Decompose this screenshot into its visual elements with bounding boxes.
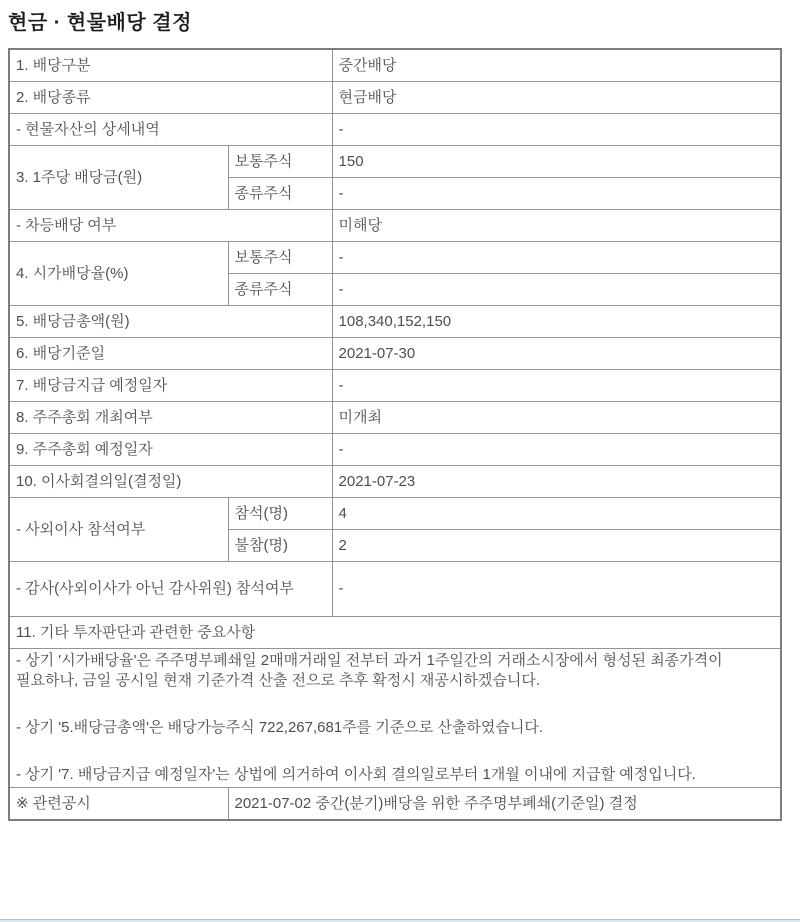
row-board-resolution-date [9, 466, 781, 498]
row-dividend-per-share-common [9, 146, 781, 178]
label-outside-directors-attendance: - 사외이사 참석여부 [9, 498, 228, 562]
sublabel-class-stock: 종류주식 [228, 274, 332, 306]
value-yield-class: - [332, 274, 781, 306]
note-payment-plan: - 상기 '7. 배당금지급 예정일자'는 상법에 의거하여 이사회 결의일로부터 1개월 이내에 지급할 예정입니다. [16, 766, 696, 783]
value-dps-common: 150 [332, 146, 781, 178]
label-dividend-per-share: 3. 1주당 배당금(원) [9, 146, 228, 210]
row-total-dividend-amount [9, 306, 781, 338]
label-dividend-kind: 2. 배당종류 [9, 82, 332, 114]
row-dividend-kind [9, 82, 781, 114]
label-dividend-class: 1. 배당구분 [9, 49, 332, 82]
row-inkind-asset-detail [9, 114, 781, 146]
row-dividend-class [9, 49, 781, 82]
row-shareholder-meeting-date [9, 434, 781, 466]
value-absent-count: 2 [332, 530, 781, 562]
label-auditor-attendance: - 감사(사외이사가 아닌 감사위원) 참석여부 [9, 562, 332, 617]
value-board-resolution-date: 2021-07-23 [332, 466, 781, 498]
page-title: 현금 · 현물배당 결정 [8, 12, 192, 34]
disclosure-page [0, 6, 800, 922]
value-shareholder-meeting-date: - [332, 434, 781, 466]
value-inkind-asset-detail: - [332, 114, 781, 146]
row-related-disclosure [9, 788, 781, 821]
row-differential-dividend [9, 210, 781, 242]
sublabel-common-stock: 보통주식 [228, 242, 332, 274]
value-dps-class: - [332, 178, 781, 210]
value-yield-common: - [332, 242, 781, 274]
value-related-disclosure: 2021-07-02 중간(분기)배당을 위한 주주명부폐쇄(기준일) 결정 [228, 788, 781, 821]
row-outside-directors-present [9, 498, 781, 530]
label-inkind-asset-detail: - 현물자산의 상세내역 [9, 114, 332, 146]
label-record-date: 6. 배당기준일 [9, 338, 332, 370]
label-market-yield: 4. 시가배당율(%) [9, 242, 228, 306]
label-payment-date: 7. 배당금지급 예정일자 [9, 370, 332, 402]
sublabel-common-stock: 보통주식 [228, 146, 332, 178]
row-shareholder-meeting-held [9, 402, 781, 434]
sublabel-class-stock: 종류주식 [228, 178, 332, 210]
row-other-important-matters-header [9, 617, 781, 649]
label-other-important-matters: 11. 기타 투자판단과 관련한 중요사항 [9, 617, 781, 649]
label-total-dividend-amount: 5. 배당금총액(원) [9, 306, 332, 338]
value-auditor-attendance: - [332, 562, 781, 617]
value-record-date: 2021-07-30 [332, 338, 781, 370]
row-market-yield-common [9, 242, 781, 274]
row-payment-date [9, 370, 781, 402]
row-record-date [9, 338, 781, 370]
row-auditor-attendance [9, 562, 781, 617]
value-dividend-class: 중간배당 [332, 49, 781, 82]
value-differential-dividend: 미해당 [332, 210, 781, 242]
value-payment-date: - [332, 370, 781, 402]
row-notes [9, 649, 781, 788]
note-total-amount-basis: - 상기 '5.배당금총액'은 배당가능주식 722,267,681주를 기준으로 산출하였습니다. [16, 719, 544, 736]
sublabel-present-count: 참석(명) [228, 498, 332, 530]
label-differential-dividend: - 차등배당 여부 [9, 210, 332, 242]
value-shareholder-meeting-held: 미개최 [332, 402, 781, 434]
label-shareholder-meeting-date: 9. 주주총회 예정일자 [9, 434, 332, 466]
sublabel-absent-count: 불참(명) [228, 530, 332, 562]
label-shareholder-meeting-held: 8. 주주총회 개최여부 [9, 402, 332, 434]
label-board-resolution-date: 10. 이사회결의일(결정일) [9, 466, 332, 498]
value-total-dividend-amount: 108,340,152,150 [332, 306, 781, 338]
note-market-yield: - 상기 '시가배당율'은 주주명부폐쇄일 2매매거래일 전부터 과거 1주일간의 거래소시장에서 형성된 최종가격이 필요하나, 금일 공시일 현재 기준가격 산출 전으로 추후 확정시 재공시하겠습니다. [16, 652, 723, 689]
label-related-disclosure: ※ 관련공시 [9, 788, 228, 821]
disclosure-table [8, 48, 782, 821]
value-dividend-kind: 현금배당 [332, 82, 781, 114]
notes-cell [9, 649, 781, 788]
value-present-count: 4 [332, 498, 781, 530]
